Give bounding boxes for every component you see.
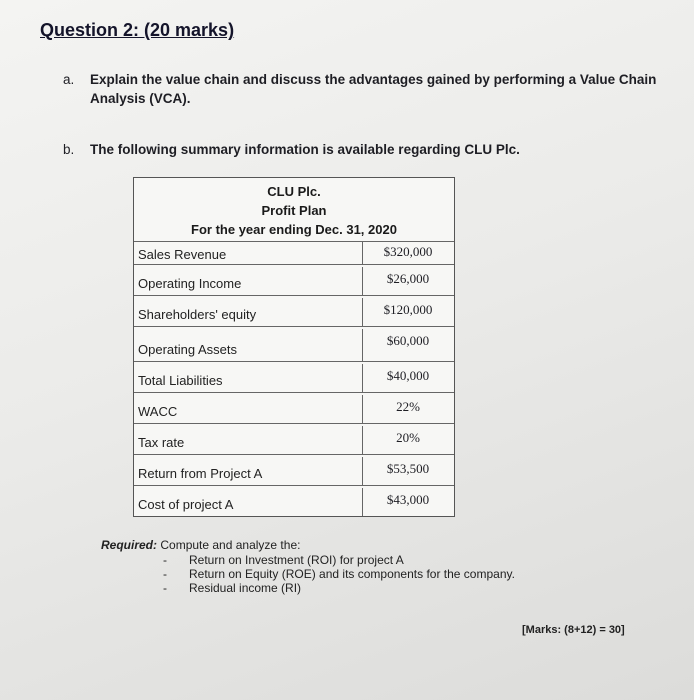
row-label: Shareholders' equity <box>138 307 257 322</box>
part-b-marker: b. <box>63 142 75 157</box>
part-a-text: Explain the value chain and discuss the advantages gained by performing a Value Chain Analysis (VCA). <box>90 72 657 106</box>
dash-bullet: - <box>163 581 167 595</box>
row-value: $53,500 <box>362 457 453 485</box>
list-item-text: Residual income (RI) <box>189 581 302 595</box>
row-value: $43,000 <box>362 488 453 516</box>
required-heading <box>101 537 300 553</box>
row-value: $26,000 <box>362 267 453 295</box>
table-row <box>134 241 454 264</box>
required-keyword: Required: <box>101 538 158 552</box>
table-row <box>134 485 454 516</box>
table-row <box>134 392 454 423</box>
row-value: $320,000 <box>362 242 453 264</box>
row-label: WACC <box>138 404 178 419</box>
table-row <box>134 361 454 392</box>
table-row <box>134 423 454 454</box>
profit-plan-table <box>133 177 455 517</box>
part-b-text: The following summary information is available regarding CLU Plc. <box>90 142 520 157</box>
table-header <box>134 178 454 241</box>
dash-bullet: - <box>163 553 167 567</box>
row-label: Total Liabilities <box>138 373 223 388</box>
table-company: CLU Plc. <box>267 184 321 199</box>
list-item-text: Return on Investment (ROI) for project A <box>189 553 404 567</box>
row-label: Sales Revenue <box>138 247 227 262</box>
list-item-text: Return on Equity (ROE) and its components for the company. <box>189 567 515 581</box>
row-value: 20% <box>362 426 453 454</box>
row-value: $60,000 <box>362 329 453 361</box>
marks-note: [Marks: (8+12) = 30] <box>522 624 625 636</box>
row-label: Operating Income <box>138 276 242 291</box>
table-row <box>134 454 454 485</box>
row-value: 22% <box>362 395 453 423</box>
part-a-marker: a. <box>63 72 75 87</box>
table-subtitle: Profit Plan <box>261 203 327 218</box>
row-label: Return from Project A <box>138 466 263 481</box>
table-period: For the year ending Dec. 31, 2020 <box>191 222 397 237</box>
table-row <box>134 264 454 295</box>
table-row <box>134 295 454 326</box>
row-value: $120,000 <box>362 298 453 326</box>
table-row <box>134 326 454 361</box>
row-label: Cost of project A <box>138 497 234 512</box>
required-text: Compute and analyze the: <box>160 538 301 552</box>
question-title: Question 2: (20 marks) <box>40 20 235 40</box>
dash-bullet: - <box>163 567 167 581</box>
row-label: Tax rate <box>138 435 185 450</box>
row-value: $40,000 <box>362 364 453 392</box>
row-label: Operating Assets <box>138 342 237 357</box>
